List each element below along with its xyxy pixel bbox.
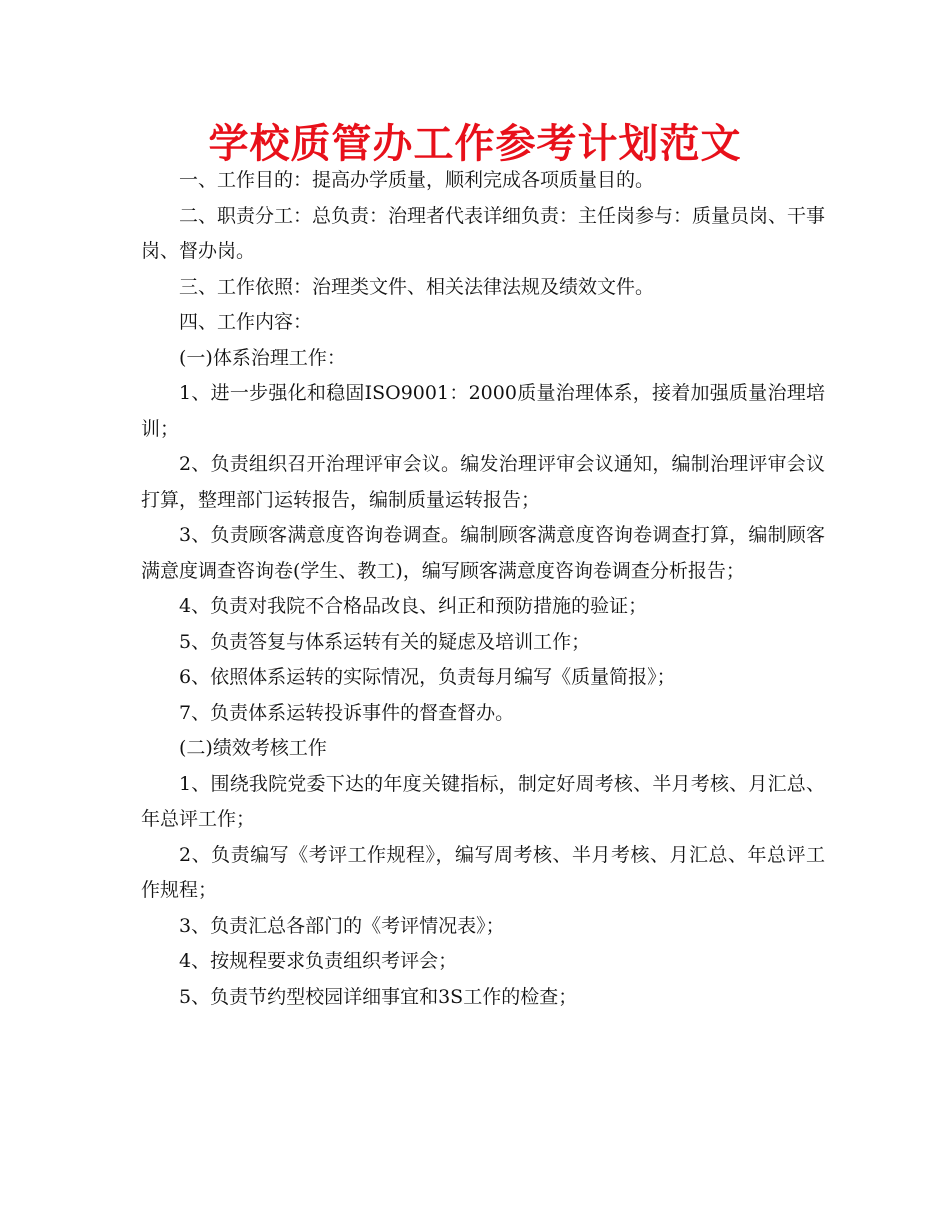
document-body: [141, 163, 825, 1015]
list-item: 2、负责组织召开治理评审会议。编发治理评审会议通知，编制治理评审会议打算，整理部门运转报告，编制质量运转报告；: [141, 453, 825, 511]
paragraph-responsibilities: 二、职责分工：总负责：治理者代表详细负责：主任岗参与：质量员岗、干事岗、督办岗。: [141, 204, 826, 262]
paragraph-content-heading: 四、工作内容：: [179, 311, 313, 333]
paragraph-basis: 三、工作依照：治理类文件、相关法律法规及绩效文件。: [179, 275, 655, 298]
list-item: 4、负责对我院不合格品改良、纠正和预防措施的验证；: [179, 595, 648, 617]
list-item: 6、依照体系运转的实际情况，负责每月编写《质量简报》；: [179, 666, 676, 688]
list-item: 7、负责体系运转投诉事件的督查督办。: [179, 701, 515, 724]
list-item: 1、进一步强化和稳固ISO9001：2000质量治理体系，接着加强质量治理培训；: [141, 382, 825, 440]
paragraph-purpose: 一、工作目的：提高办学质量，顺利完成各项质量目的。: [179, 169, 655, 191]
document-title: 学校质管办工作参考计划范文: [208, 121, 742, 167]
list-item: 3、负责顾客满意度咨询卷调查。编制顾客满意度咨询卷调查打算，编制顾客满意度调查咨询卷(学生、教工)，编写顾客满意度咨询卷调查分析报告；: [141, 524, 825, 582]
list-item: 3、负责汇总各部门的《考评情况表》；: [179, 914, 505, 937]
list-item: 5、负责答复与体系运转有关的疑虑及培训工作；: [179, 630, 591, 653]
list-item: 2、负责编写《考评工作规程》，编写周考核、半月考核、月汇总、年总评工作规程；: [141, 843, 825, 901]
section-heading-performance-review: (二)绩效考核工作: [179, 737, 327, 759]
list-item: 4、按规程要求负责组织考评会；: [179, 950, 458, 972]
list-item: 5、负责节约型校园详细事宜和3S工作的检查；: [179, 985, 578, 1008]
section-heading-system-management: (一)体系治理工作：: [179, 346, 346, 369]
list-item: 1、围绕我院党委下达的年度关键指标，制定好周考核、半月考核、月汇总、年总评工作；: [141, 772, 825, 830]
